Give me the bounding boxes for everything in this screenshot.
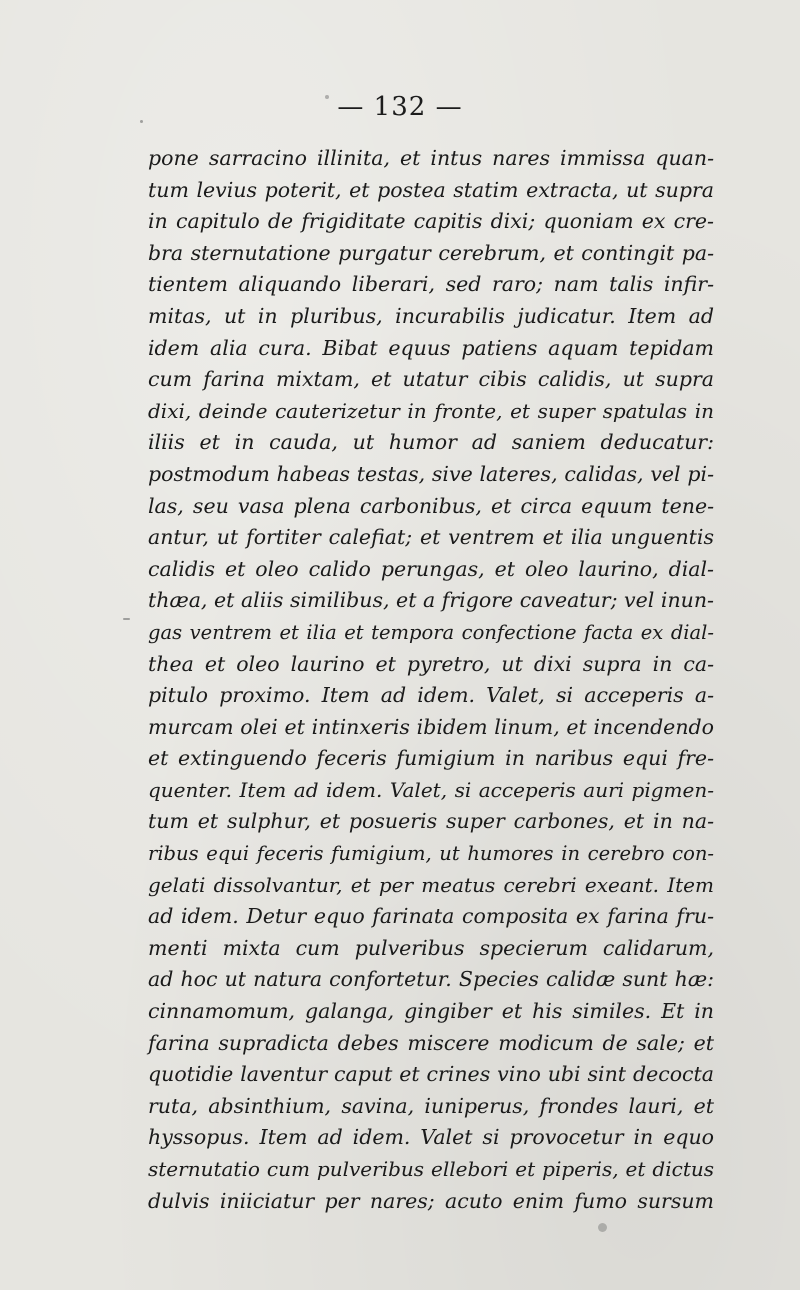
text-line: hyssopus. Item ad idem. Valet si provocetur in equo xyxy=(148,1125,714,1150)
text-line: ribus equi feceris fumigium, ut humores in cerebro con- xyxy=(148,842,714,866)
text-line: bra sternutatione purgatur cerebrum, et contingit pa- xyxy=(148,240,714,265)
print-speck xyxy=(598,1223,607,1232)
text-line: las, seu vasa plena carbonibus, et circa equum tene- xyxy=(148,493,714,518)
text-line: gelati dissolvantur, et per meatus cerebri exeant. Item xyxy=(148,872,714,897)
print-speck xyxy=(123,618,130,620)
text-line: et extinguendo feceris fumigium in naribus equi fre- xyxy=(148,746,714,771)
text-line: sternutatio cum pulveribus ellebori et piperis, et dictus xyxy=(148,1157,714,1181)
print-speck xyxy=(325,95,329,99)
text-line: dulvis iniiciatur per nares; acuto enim fumo sursum xyxy=(148,1188,714,1213)
text-line: ad hoc ut natura confortetur. Species calidæ sunt hæ: xyxy=(148,967,714,992)
text-line: idem alia cura. Bibat equus patiens aquam tepidam xyxy=(148,335,714,360)
text-line: thea et oleo laurino et pyretro, ut dixi supra in ca- xyxy=(148,651,714,676)
text-line: pitulo proximo. Item ad idem. Valet, si acceperis a- xyxy=(148,683,714,708)
text-line: calidis et oleo calido perungas, et oleo laurino, dial- xyxy=(148,556,714,581)
text-line: antur, ut fortiter calefiat; et ventrem et ilia unguentis xyxy=(148,525,714,550)
text-line: mitas, ut in pluribus, incurabilis judicatur. Item ad xyxy=(148,303,714,328)
text-line: tum et sulphur, et posueris super carbones, et in na- xyxy=(148,809,714,834)
text-line: iliis et in cauda, ut humor ad saniem deducatur: xyxy=(148,430,714,455)
text-line: murcam olei et intinxeris ibidem linum, et incendendo xyxy=(148,714,714,739)
text-line: dixi, deinde cauterizetur in fronte, et super spatulas in xyxy=(148,398,714,423)
text-line: cinnamomum, galanga, gingiber et his similes. Et in xyxy=(148,999,714,1024)
text-line: pone sarracino illinita, et intus nares immissa quan- xyxy=(148,146,714,170)
page-number: — 132 — xyxy=(337,92,463,122)
text-line: ruta, absinthium, savina, iuniperus, frondes lauri, et xyxy=(148,1093,714,1118)
text-line: quotidie laventur caput et crines vino ubi sint decocta xyxy=(148,1062,714,1087)
text-line: tientem aliquando liberari, sed raro; nam talis infir- xyxy=(148,272,714,297)
text-line: quenter. Item ad idem. Valet, si acceperis auri pigmen- xyxy=(148,777,714,802)
text-line: cum farina mixtam, et utatur cibis calidis, ut supra xyxy=(148,367,714,392)
text-line: gas ventrem et ilia et tempora confectione facta ex dial- xyxy=(148,620,714,644)
print-speck xyxy=(140,120,143,123)
text-line: tum levius poterit, et postea statim extracta, ut supra xyxy=(148,177,714,202)
text-line: postmodum habeas testas, sive lateres, calidas, vel pi- xyxy=(148,461,714,486)
text-line: thæa, et aliis similibus, et a frigore caveatur; vel inun- xyxy=(148,588,714,613)
text-line: menti mixta cum pulveribus specierum calidarum, xyxy=(148,935,714,960)
text-line: farina supradicta debes miscere modicum de sale; et xyxy=(148,1030,714,1055)
body-text xyxy=(148,143,714,1217)
text-line: ad idem. Detur equo farinata composita ex farina fru- xyxy=(148,904,714,929)
text-line: in capitulo de frigiditate capitis dixi; quoniam ex cre- xyxy=(148,209,714,234)
